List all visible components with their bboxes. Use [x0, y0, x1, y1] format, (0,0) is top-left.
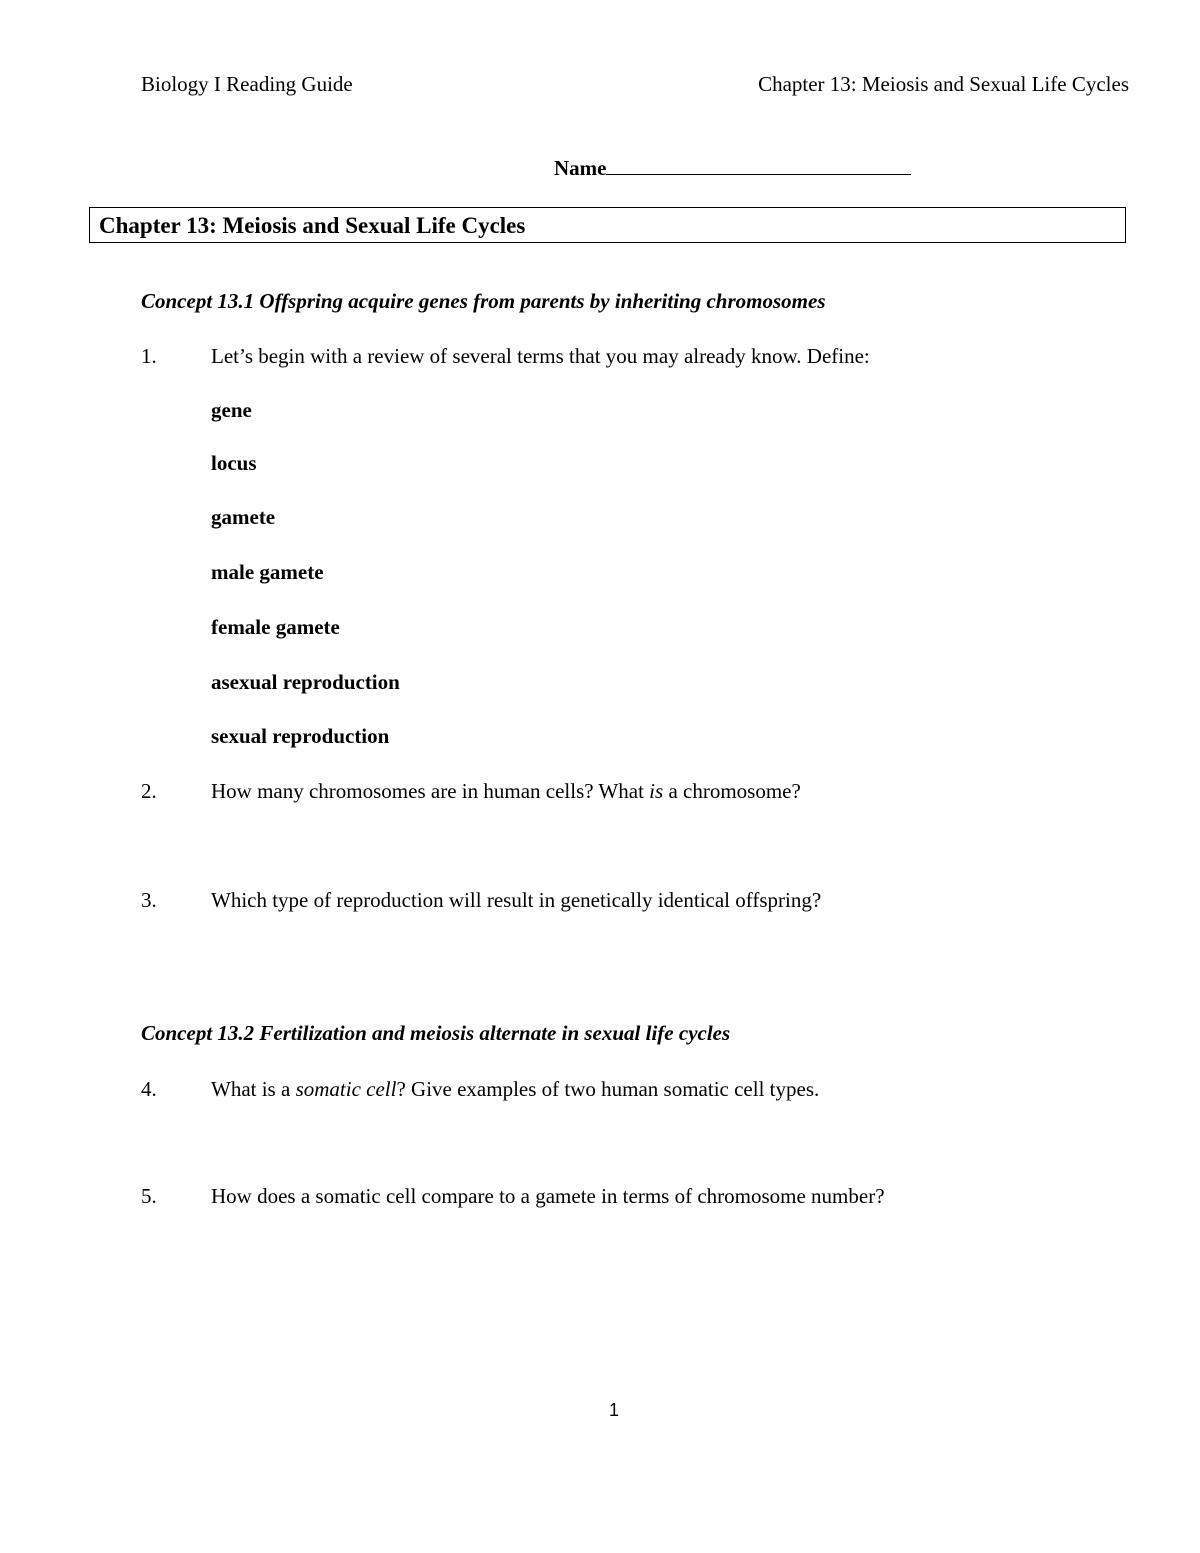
question-text-4-part-a: What is a: [211, 1077, 296, 1101]
term-asexual-reproduction: asexual reproduction: [211, 670, 400, 694]
name-label: Name: [554, 156, 607, 180]
question-text-2-part-b: a chromosome?: [663, 779, 801, 803]
concept-heading-2: Concept 13.2 Fertilization and meiosis alternate in sexual life cycles: [141, 1021, 731, 1045]
page-number: 1: [608, 1400, 619, 1420]
term-sexual-reproduction: sexual reproduction: [211, 724, 390, 748]
question-number-1: 1.: [141, 344, 157, 368]
header-left: Biology I Reading Guide: [141, 72, 353, 96]
question-number-2: 2.: [141, 779, 157, 803]
term-male-gamete: male gamete: [211, 560, 324, 584]
question-number-5: 5.: [141, 1184, 157, 1208]
header-right: Chapter 13: Meiosis and Sexual Life Cycles: [758, 72, 1129, 96]
question-text-4-emphasis: somatic cell: [295, 1077, 397, 1101]
question-text-2: [211, 779, 801, 804]
question-text-5: How does a somatic cell compare to a gamete in terms of chromosome number?: [211, 1184, 885, 1208]
question-text-2-emphasis: is: [649, 779, 664, 803]
name-field: [554, 154, 911, 181]
question-number-3: 3.: [141, 888, 157, 912]
question-text-3: Which type of reproduction will result in genetically identical offspring?: [211, 888, 822, 912]
term-gene: gene: [211, 398, 252, 422]
question-number-4: 4.: [141, 1077, 157, 1101]
term-locus: locus: [211, 451, 257, 475]
concept-heading-1: Concept 13.1 Offspring acquire genes from parents by inheriting chromosomes: [141, 289, 826, 313]
question-text-4: [211, 1077, 819, 1102]
question-text-2-part-a: How many chromosomes are in human cells? What: [211, 779, 650, 803]
question-text-4-part-b: ? Give examples of two human somatic cell types.: [396, 1077, 820, 1101]
chapter-title: Chapter 13: Meiosis and Sexual Life Cycles: [99, 213, 526, 238]
term-female-gamete: female gamete: [211, 615, 340, 639]
term-gamete: gamete: [211, 505, 276, 529]
question-text-1: Let’s begin with a review of several terms that you may already know. Define:: [211, 344, 870, 368]
name-blank-line: [606, 154, 911, 175]
chapter-title-box: [89, 207, 1126, 243]
